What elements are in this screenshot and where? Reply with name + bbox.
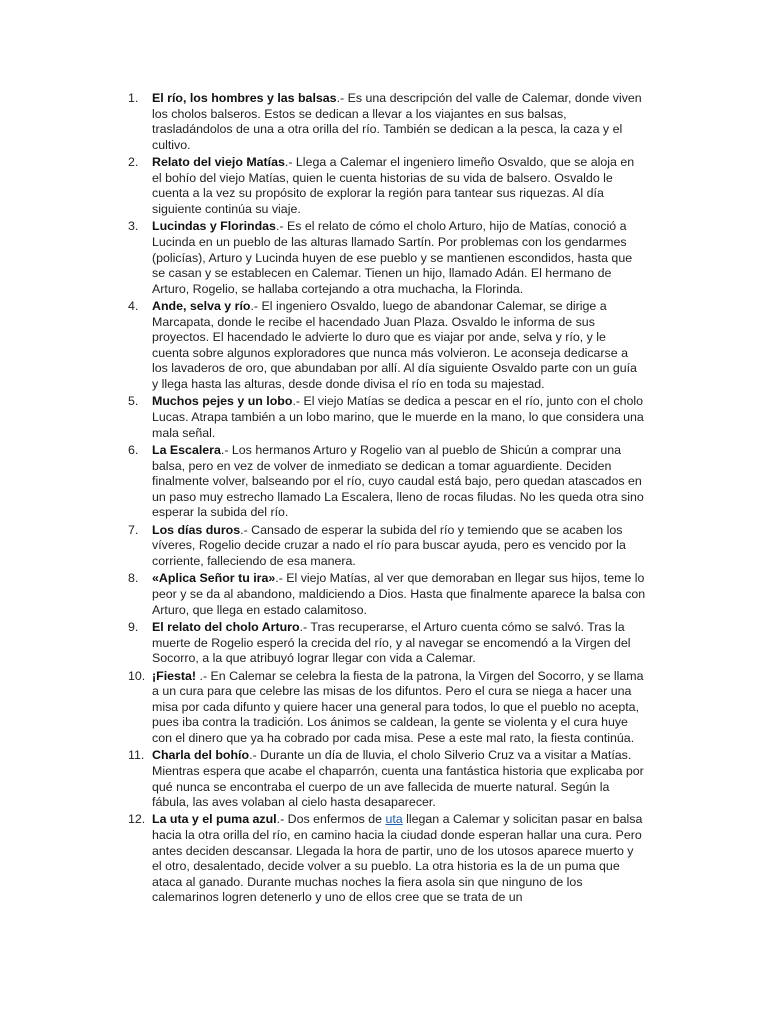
item-text: .- Cansado de esperar la subida del río y temiendo que se acaben los víveres, Rogelio decide cruzar a nado el río para buscar ayuda, pero es vencido por la corriente, falleciendo de esa manera. xyxy=(152,522,626,568)
list-item xyxy=(126,812,646,906)
list-item xyxy=(126,394,646,441)
item-number: 9. xyxy=(128,619,139,634)
item-text: .- Los hermanos Arturo y Rogelio van al pueblo de Shicún a comprar una balsa, pero en vez de volver de inmediato se dedican a tomar aguardiente. Deciden finalmente volver, balseando por el río, cuyo caudal está bajo, pero quedan atascados en un paso muy estrecho llamado La Escalera, lleno de rocas filudas. No les queda otra sino esperar la subida del río. xyxy=(152,443,644,520)
item-text: .- Durante un día de lluvia, el cholo Silverio Cruz va a visitar a Matías. Mientras espera que acabe el chaparrón, cuenta una fantástica historia que explicaba por qué nunca se encontraba el cuerpo de un ave fallecida de muerte natural. Según la fábula, las aves volaban al cielo hasta desaparecer. xyxy=(152,748,644,810)
list-item xyxy=(126,748,646,810)
item-number: 5. xyxy=(128,394,139,409)
item-title: Relato del viejo Matías xyxy=(152,155,285,170)
item-text: .- El viejo Matías, al ver que demoraban en llegar sus hijos, teme lo peor y se da al abandono, maldiciendo a Dios. Hasta que finalmente aparece la balsa con Arturo, que llega en estado calamitoso. xyxy=(152,571,646,617)
item-title: Lucindas y Florindas xyxy=(152,219,276,234)
item-title: El río, los hombres y las balsas xyxy=(152,91,337,105)
item-number: 3. xyxy=(128,219,139,234)
item-title: «Aplica Señor tu ira» xyxy=(152,571,276,586)
item-text: .- En Calemar se celebra la fiesta de la patrona, la Virgen del Socorro, y se llama a un cura para que celebre las misas de los difuntos. Pero el cura se niega a hacer una misa por cada difunto y quiere hacer una general para todos, lo que el pueblo no acepta, pues iba contra la tradición. Los ánimos se caldean, la gente se violenta y el cura huye con el dinero que ya ha cobrado por cada misa. Pese a este mal rato, la fiesta continúa. xyxy=(152,668,644,745)
item-number: 8. xyxy=(128,571,139,586)
list-item xyxy=(126,155,646,217)
item-title: Charla del bohío xyxy=(152,748,250,763)
item-text-after-link: llegan a Calemar y solicitan pasar en balsa hacia la otra orilla del río, en camino hacia la ciudad donde esperan hallar una cura. Pero antes deciden descansar. Llegada la hora de partir, uno de los utosos aparece muerto y el otro, desalentado, decide volver a su pueblo. La otra historia es la de un puma que ataca al ganado. Durante muchas noches la fiera asola sin que ninguno de los calemarinos logren detenerlo y uno de ellos cree que se trata de un xyxy=(152,812,643,905)
item-number: 12. xyxy=(128,812,146,827)
list-item xyxy=(126,669,646,747)
item-number: 4. xyxy=(128,299,139,314)
item-title: Ande, selva y río xyxy=(152,299,251,314)
item-text: .- Es el relato de cómo el cholo Arturo, hijo de Matías, conoció a Lucinda en un pueblo de las alturas llamado Sartín. Por problemas con los gendarmes (policías), Arturo y Lucinda huyen de ese pueblo y se mantienen escondidos, hasta que se casan y se establecen en Calemar. Tienen un hijo, llamado Adán. El hermano de Arturo, Rogelio, se hallaba cortejando a otra muchacha, la Florinda. xyxy=(152,219,633,296)
item-text: .- El viejo Matías se dedica a pescar en el río, junto con el cholo Lucas. Atrapa también a un lobo marino, que le muerde en la mano, lo que considera una mala señal. xyxy=(152,394,644,440)
item-title: La Escalera xyxy=(152,443,221,458)
item-title: ¡Fiesta! xyxy=(152,668,197,683)
item-number: 10. xyxy=(128,668,146,683)
uta-link[interactable]: uta xyxy=(385,812,403,827)
item-number: 2. xyxy=(128,155,139,170)
item-title: El relato del cholo Arturo xyxy=(152,619,300,634)
list-item xyxy=(126,299,646,393)
item-text: .- El ingeniero Osvaldo, luego de abandonar Calemar, se dirige a Marcapata, donde le recibe el hacendado Juan Plaza. Osvaldo le informa de sus proyectos. El hacendado le advierte lo duro que es viajar por ande, selva y río, y le cuenta sobre algunos exploradores que nunca más volvieron. Le aconseja dedicarse a los lavaderos de oro, que abundaban por allí. Al día siguiente Osvaldo parte con un guía y llega hasta las alturas, desde donde divisa el río en toda su majestad. xyxy=(152,299,637,392)
list-item xyxy=(126,523,646,570)
list-item xyxy=(126,571,646,618)
item-title: Los días duros xyxy=(152,522,241,537)
item-number: 1. xyxy=(128,91,139,105)
list-item xyxy=(126,443,646,521)
item-number: 6. xyxy=(128,443,139,458)
list-item xyxy=(126,219,646,297)
chapter-summary-list xyxy=(126,91,646,908)
item-title: Muchos pejes y un lobo xyxy=(152,394,293,409)
item-number: 7. xyxy=(128,522,139,537)
item-text: .- Llega a Calemar el ingeniero limeño Osvaldo, que se aloja en el bohío del viejo Matías, quien le cuenta historias de su vida de balsero. Osvaldo le cuenta a la vez su propósito de explorar la región para tantear sus riquezas. Al día siguiente continúa su viaje. xyxy=(152,155,635,216)
list-item xyxy=(126,620,646,667)
item-text: .- Es una descripción del valle de Calemar, donde viven los cholos balseros. Estos se dedican a llevar a los viajantes en sus balsas, trasladándolos de una a otra orilla del río. También se dedican a la pesca, la caza y el cultivo. xyxy=(152,91,642,152)
list-item xyxy=(126,91,646,153)
item-number: 11. xyxy=(128,748,145,763)
item-title: La uta y el puma azul xyxy=(152,812,277,827)
item-text-before-link: .- Dos enfermos de xyxy=(276,812,386,827)
item-text: .- Tras recuperarse, el Arturo cuenta cómo se salvó. Tras la muerte de Rogelio esperó la crecida del río, y al navegar se encomendó a la Virgen del Socorro, a la que atribuyó lograr llegar con vida a Calemar. xyxy=(152,619,631,666)
